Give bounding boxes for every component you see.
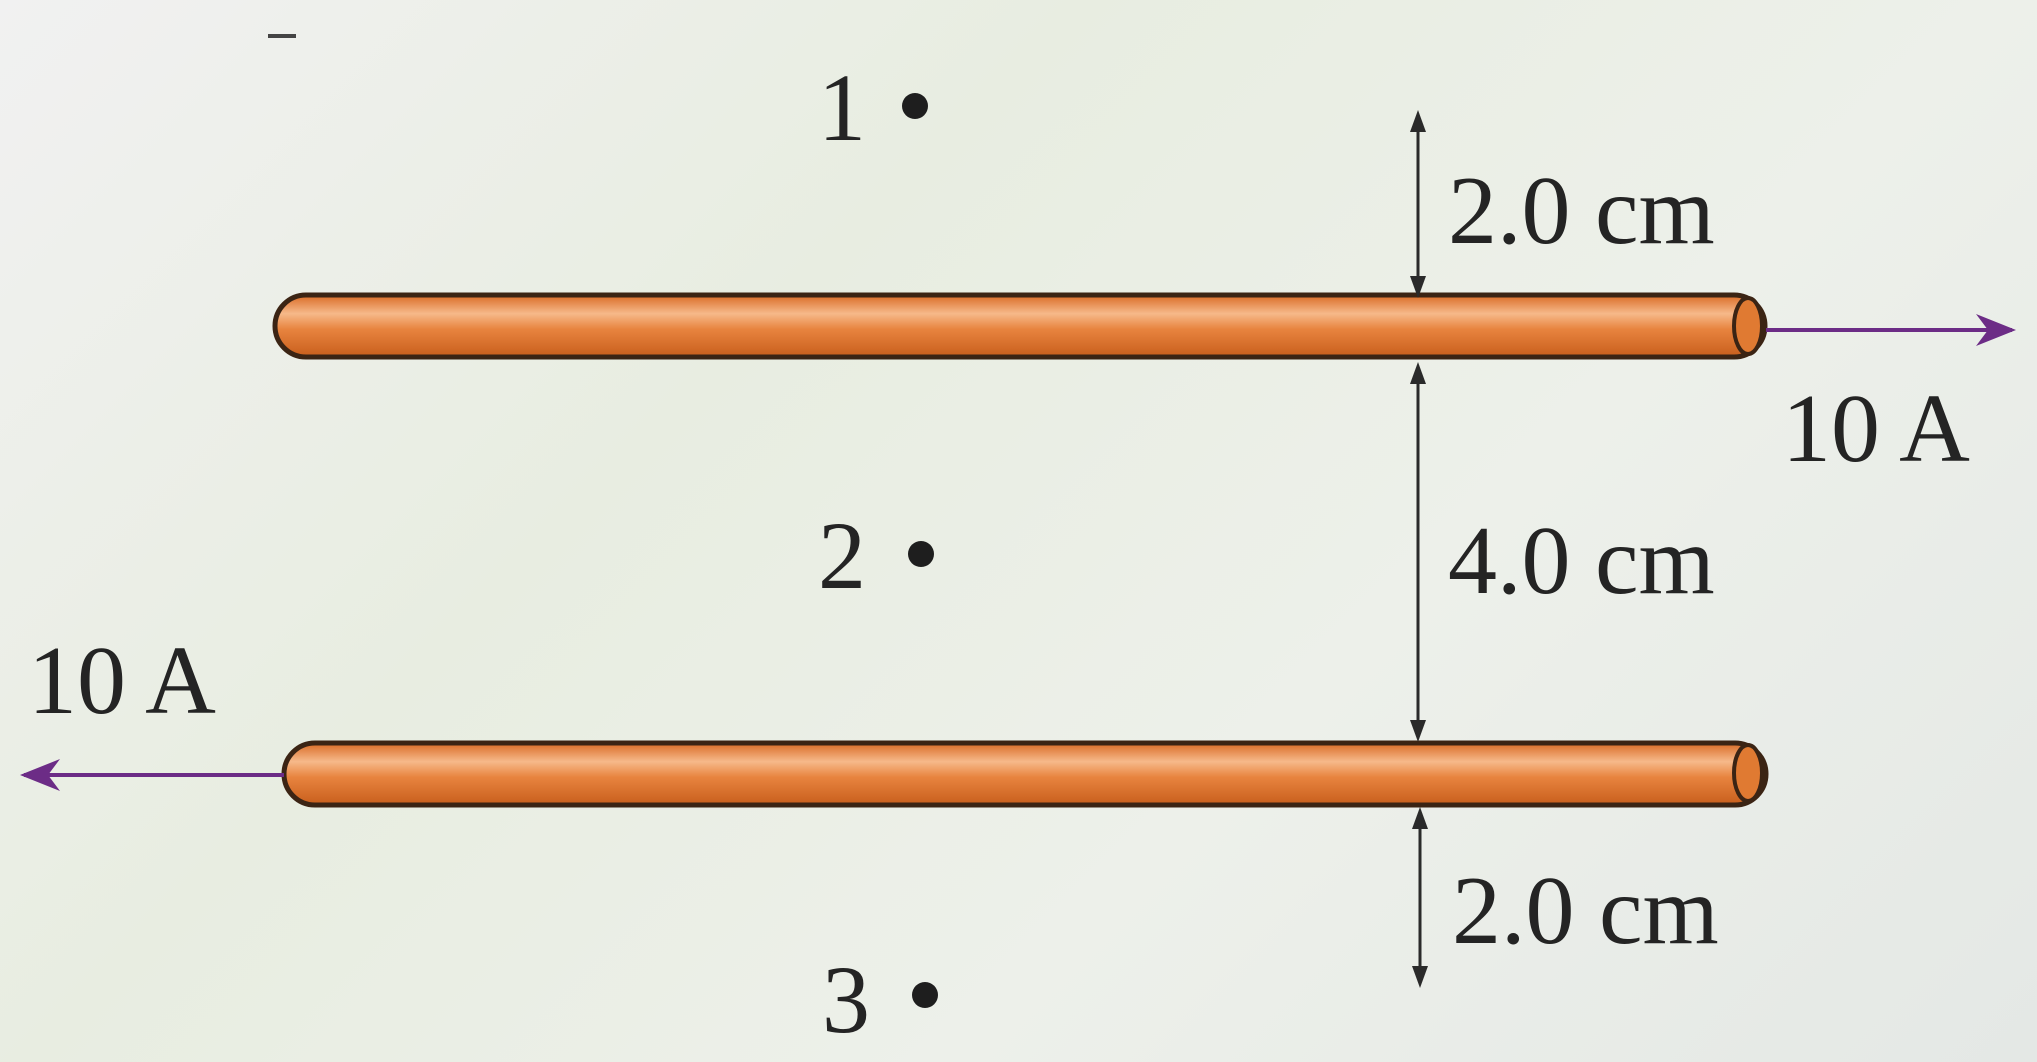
middle-gap-arrow-up — [1410, 362, 1426, 384]
dimension-lines — [1410, 110, 1428, 988]
bottom-gap-arrow-up — [1412, 807, 1428, 829]
point-3-label: 3 — [822, 946, 870, 1053]
bottom-wire-end — [1734, 745, 1762, 801]
point-2-label: 2 — [818, 502, 866, 609]
bottom-gap-arrow-down — [1412, 966, 1428, 988]
bottom-wire-body — [284, 743, 1766, 805]
top-wire-body — [275, 295, 1765, 357]
top-gap-arrow-up — [1410, 110, 1426, 132]
bottom-wire — [284, 743, 1766, 805]
bottom-current-label: 10 A — [28, 627, 216, 735]
bottom-gap-label: 2.0 cm — [1452, 857, 1719, 965]
top-current-label: 10 A — [1782, 375, 1970, 483]
point-2-dot — [908, 541, 934, 567]
middle-gap-arrow-down — [1410, 720, 1426, 742]
top-wire — [275, 295, 1765, 357]
point-1-dot — [902, 93, 928, 119]
point-1-label: 1 — [818, 54, 866, 161]
top-gap-label: 2.0 cm — [1448, 157, 1715, 265]
middle-gap-label: 4.0 cm — [1448, 507, 1715, 615]
top-wire-end — [1734, 298, 1762, 354]
point-3-dot — [912, 982, 938, 1008]
